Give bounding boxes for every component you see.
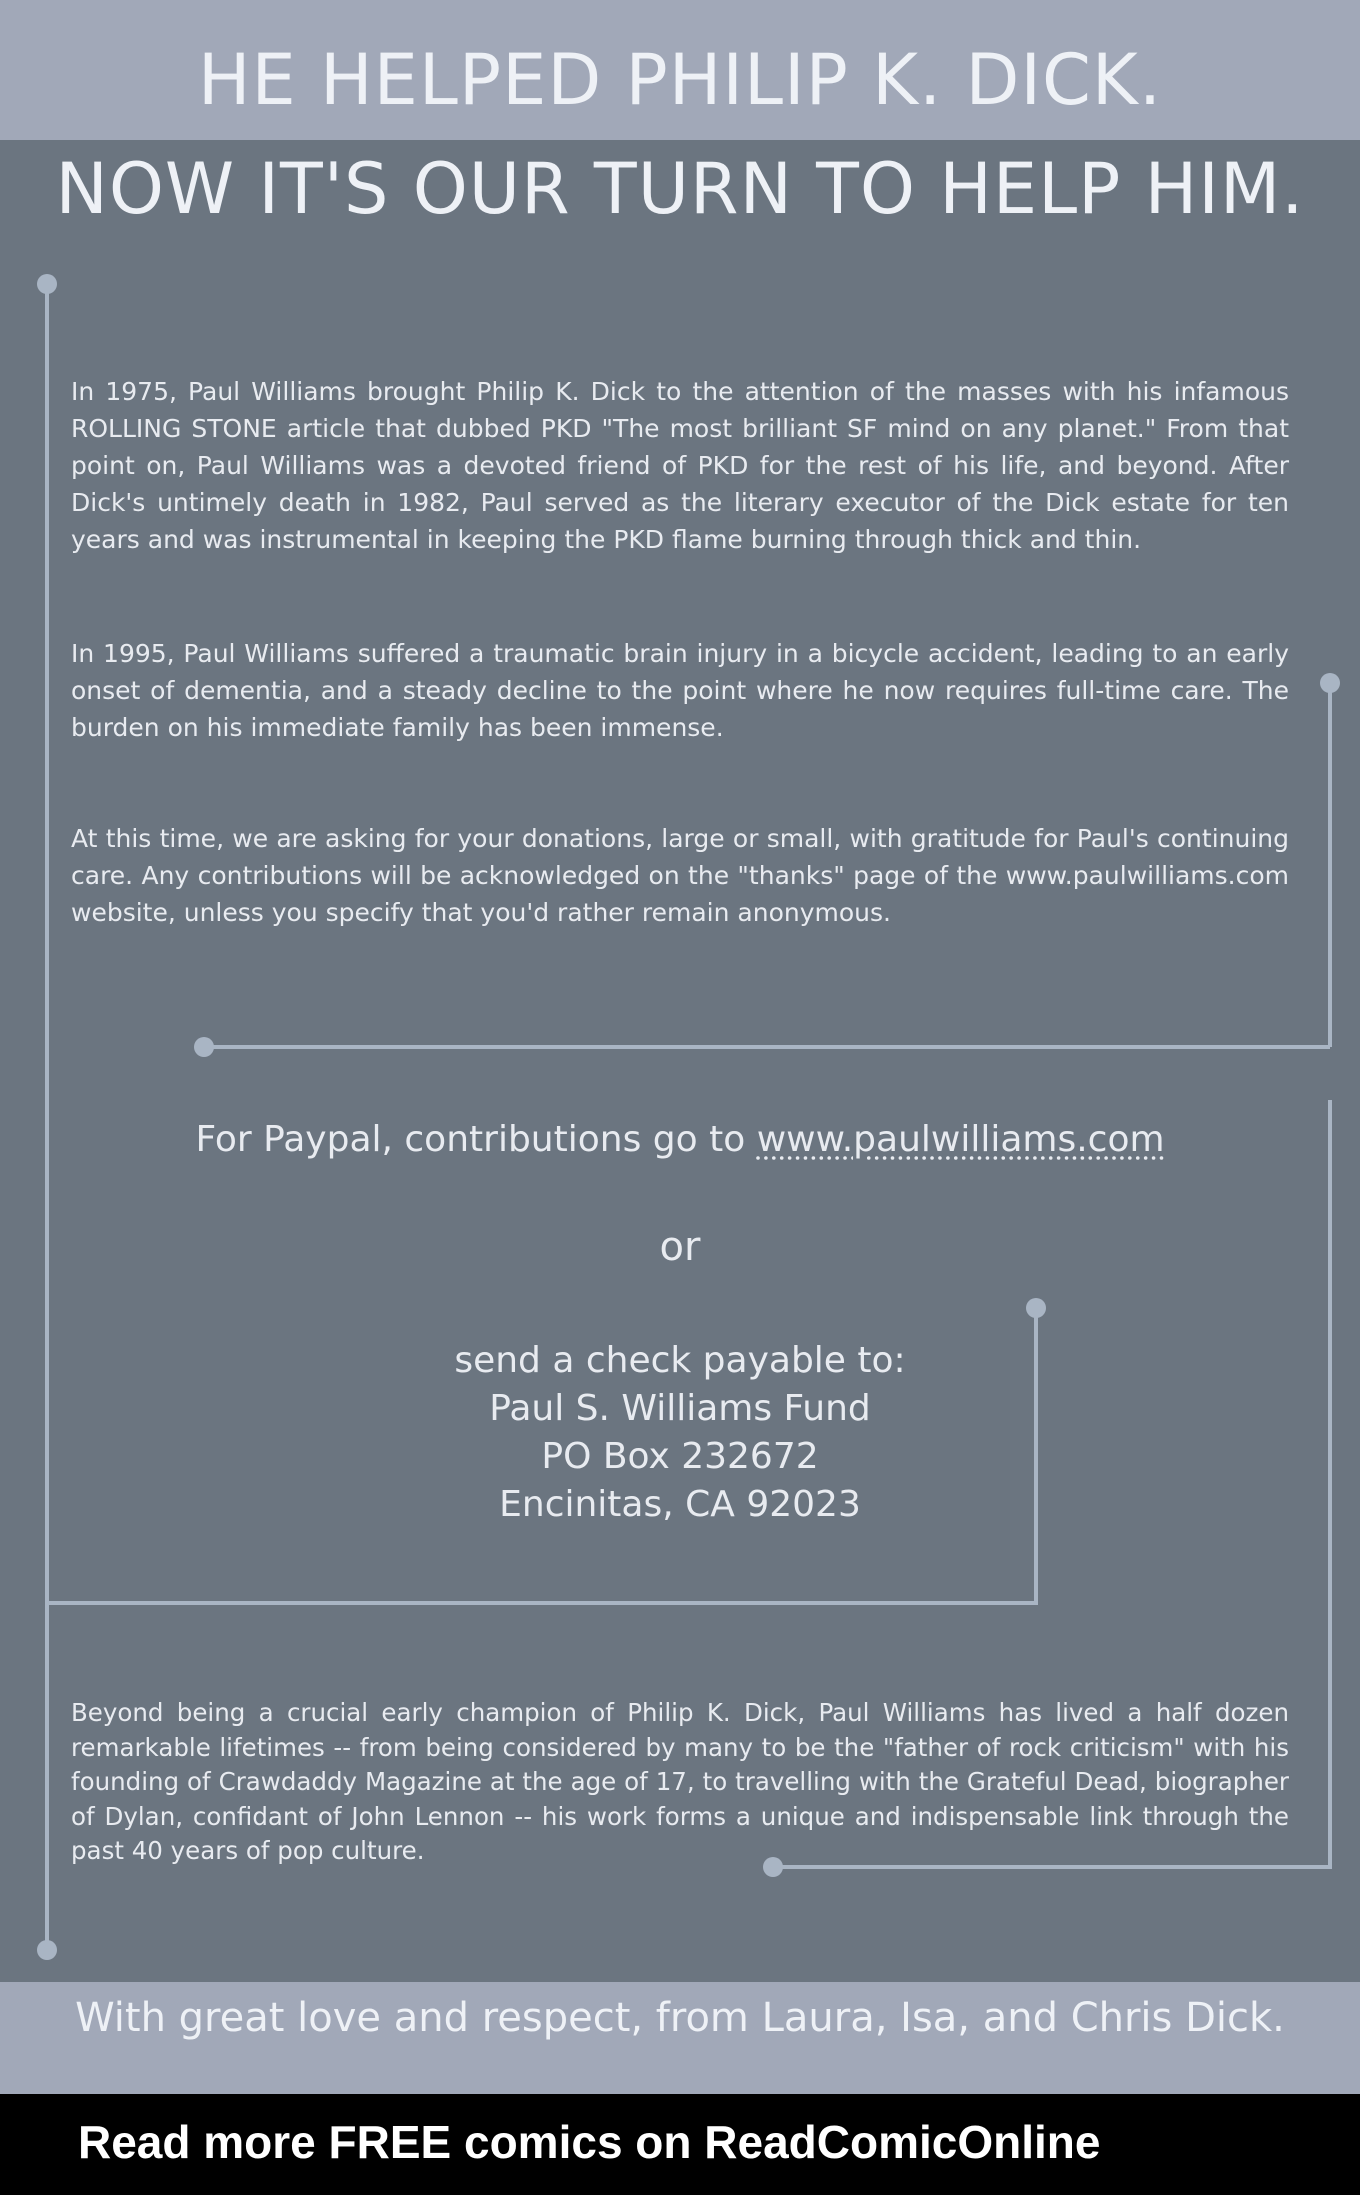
- city-state-zip: Encinitas, CA 92023: [499, 1484, 861, 1525]
- paragraph-donations: At this time, we are asking for your donations, large or small, with gratitude for Paul's continuing care. Any contributions will be acknowledged on the "thanks" page of the www.paulwilliams.com website, unless you specify that you'd rather remain anonymous.: [71, 824, 1289, 927]
- signoff-text: With great love and respect, from Laura, Isa, and Chris Dick.: [75, 1995, 1285, 2041]
- circuit-node: [1320, 673, 1340, 693]
- paypal-link[interactable]: www.paulwilliams.com: [756, 1119, 1165, 1160]
- paragraph-history: In 1975, Paul Williams brought Philip K. Dick to the attention of the masses with his infamous ROLLING STONE article that dubbed PKD "The most brilliant SF mind on any planet." From that point on, Paul Williams was a devoted friend of PKD for the rest of his life, and beyond. After Dick's untimely death in 1982, Paul served as the literary executor of the Dick estate for ten years and was instrumental in keeping the PKD flame burning through thick and thin.: [71, 377, 1289, 554]
- headline-line-1: HE HELPED PHILIP K. DICK.: [197, 39, 1163, 121]
- or-separator: or: [659, 1224, 701, 1270]
- po-box: PO Box 232672: [541, 1436, 819, 1477]
- footer-promo-link[interactable]: Read more FREE comics on ReadComicOnline: [78, 2116, 1101, 2168]
- paragraph-injury: In 1995, Paul Williams suffered a traumatic brain injury in a bicycle accident, leading to an early onset of dementia, and a steady decline to the point where he now requires full-time care. The burden on his immediate family has been immense.: [71, 639, 1289, 742]
- paypal-prefix: For Paypal, contributions go to: [195, 1119, 746, 1160]
- circuit-node: [37, 1940, 57, 1960]
- paragraph-legacy: Beyond being a crucial early champion of Philip K. Dick, Paul Williams has lived a half dozen remarkable lifetimes -- from being considered by many to be the "father of rock criticism" with his founding of Crawdaddy Magazine at the age of 17, to travelling with the Grateful Dead, biographer of Dylan, confidant of John Lennon -- his work forms a unique and indispensable link through the past 40 years of pop culture.: [71, 1698, 1289, 1865]
- circuit-node: [37, 274, 57, 294]
- circuit-node: [1026, 1298, 1046, 1318]
- fund-name: Paul S. Williams Fund: [489, 1388, 871, 1429]
- check-instruction: send a check payable to:: [454, 1340, 906, 1381]
- headline-line-2: NOW IT'S OUR TURN TO HELP HIM.: [55, 148, 1305, 230]
- circuit-node: [194, 1037, 214, 1057]
- paypal-line: [0, 1115, 1360, 1165]
